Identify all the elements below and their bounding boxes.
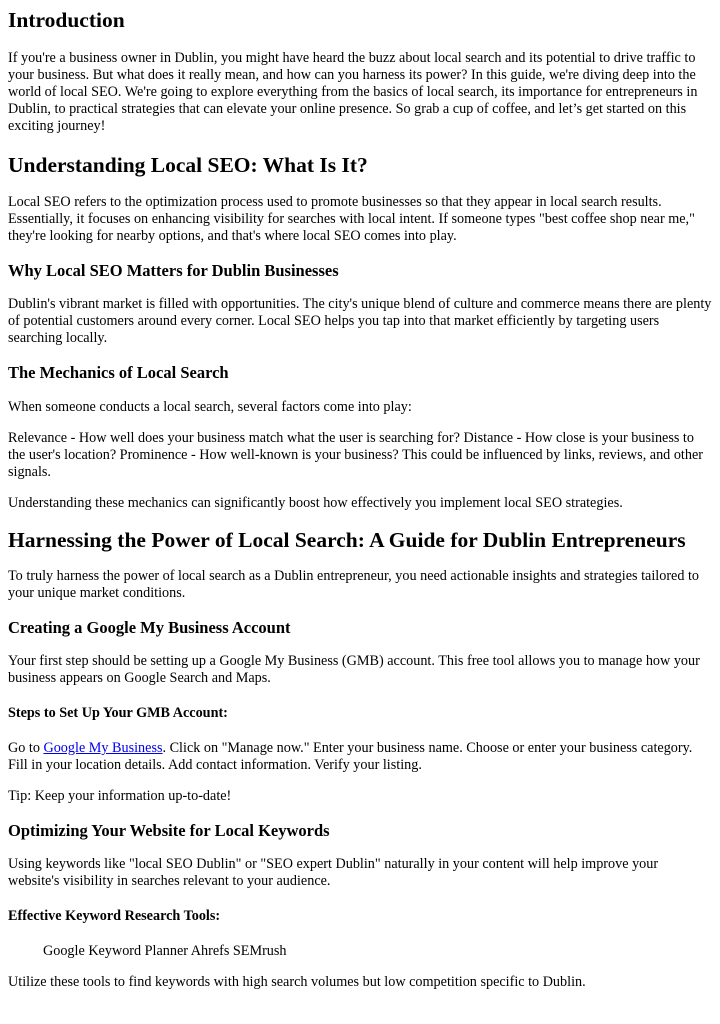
tools-list: Google Keyword Planner Ahrefs SEMrush bbox=[43, 943, 287, 959]
intro-paragraph: If you're a business owner in Dublin, you might have heard the buzz about local search and its potential to drive traffic to your business. But what does it really mean, and how can you harness its power? In this guide, we're diving deep into the world of local SEO. We're going to explore everything from the basics of local search, its importance for entrepreneurs in Dublin, to practical strategies that can elevate your online presence. So grab a cup of coffee, and let’s get started on this exciting journey! bbox=[8, 50, 698, 134]
intro-heading: Introduction bbox=[8, 8, 125, 32]
steps-paragraph bbox=[8, 740, 712, 774]
why-paragraph: Dublin's vibrant market is filled with opportunities. The city's unique blend of culture and commerce means there are plenty of potential customers around every corner. Local SEO helps you tap into that market efficiently by targeting users searching locally. bbox=[8, 296, 712, 346]
why-heading: Why Local SEO Matters for Dublin Businesses bbox=[8, 261, 339, 280]
mechanics-paragraph-1: When someone conducts a local search, several factors come into play: bbox=[8, 399, 412, 415]
mechanics-paragraph-3: Understanding these mechanics can significantly boost how effectively you implement local SEO strategies. bbox=[8, 495, 623, 511]
tip-paragraph: Tip: Keep your information up-to-date! bbox=[8, 788, 232, 804]
steps-suffix: . Click on "Manage now." Enter your business name. Choose or enter your business category. Fill in your location details. Add contact information. Verify your listing. bbox=[8, 740, 693, 773]
harnessing-heading: Harnessing the Power of Local Search: A Guide for Dublin Entrepreneurs bbox=[8, 528, 686, 552]
mechanics-paragraph-2: Relevance - How well does your business match what the user is searching for? Distance - How close is your business to the user's location? Prominence - How well-known is your business? This could be influenced by links, reviews, and other signals. bbox=[8, 430, 703, 480]
understanding-heading: Understanding Local SEO: What Is It? bbox=[8, 153, 368, 177]
tools-paragraph: Utilize these tools to find keywords with high search volumes but low competition specific to Dublin. bbox=[8, 974, 586, 990]
gmb-paragraph: Your first step should be setting up a Google My Business (GMB) account. This free tool allows you to manage how your business appears on Google Search and Maps. bbox=[8, 653, 700, 686]
steps-prefix: Go to bbox=[8, 740, 44, 756]
mechanics-heading: The Mechanics of Local Search bbox=[8, 363, 229, 382]
steps-heading: Steps to Set Up Your GMB Account: bbox=[8, 705, 228, 721]
understanding-paragraph: Local SEO refers to the optimization process used to promote businesses so that they appear in local search results. Essentially, it focuses on enhancing visibility for searches with local intent. If someone types "best coffee shop near me," they're looking for nearby options, and that's where local SEO comes into play. bbox=[8, 194, 695, 244]
google-my-business-link[interactable]: Google My Business bbox=[43, 740, 163, 756]
gmb-heading: Creating a Google My Business Account bbox=[8, 618, 291, 637]
keywords-paragraph: Using keywords like "local SEO Dublin" or "SEO expert Dublin" naturally in your content will help improve your website's visibility in searches relevant to your audience. bbox=[8, 856, 659, 889]
harnessing-paragraph: To truly harness the power of local search as a Dublin entrepreneur, you need actionable insights and strategies tailored to your unique market conditions. bbox=[8, 568, 700, 601]
keywords-heading: Optimizing Your Website for Local Keywords bbox=[8, 821, 330, 840]
article bbox=[0, 7, 712, 991]
tools-heading: Effective Keyword Research Tools: bbox=[8, 908, 221, 924]
